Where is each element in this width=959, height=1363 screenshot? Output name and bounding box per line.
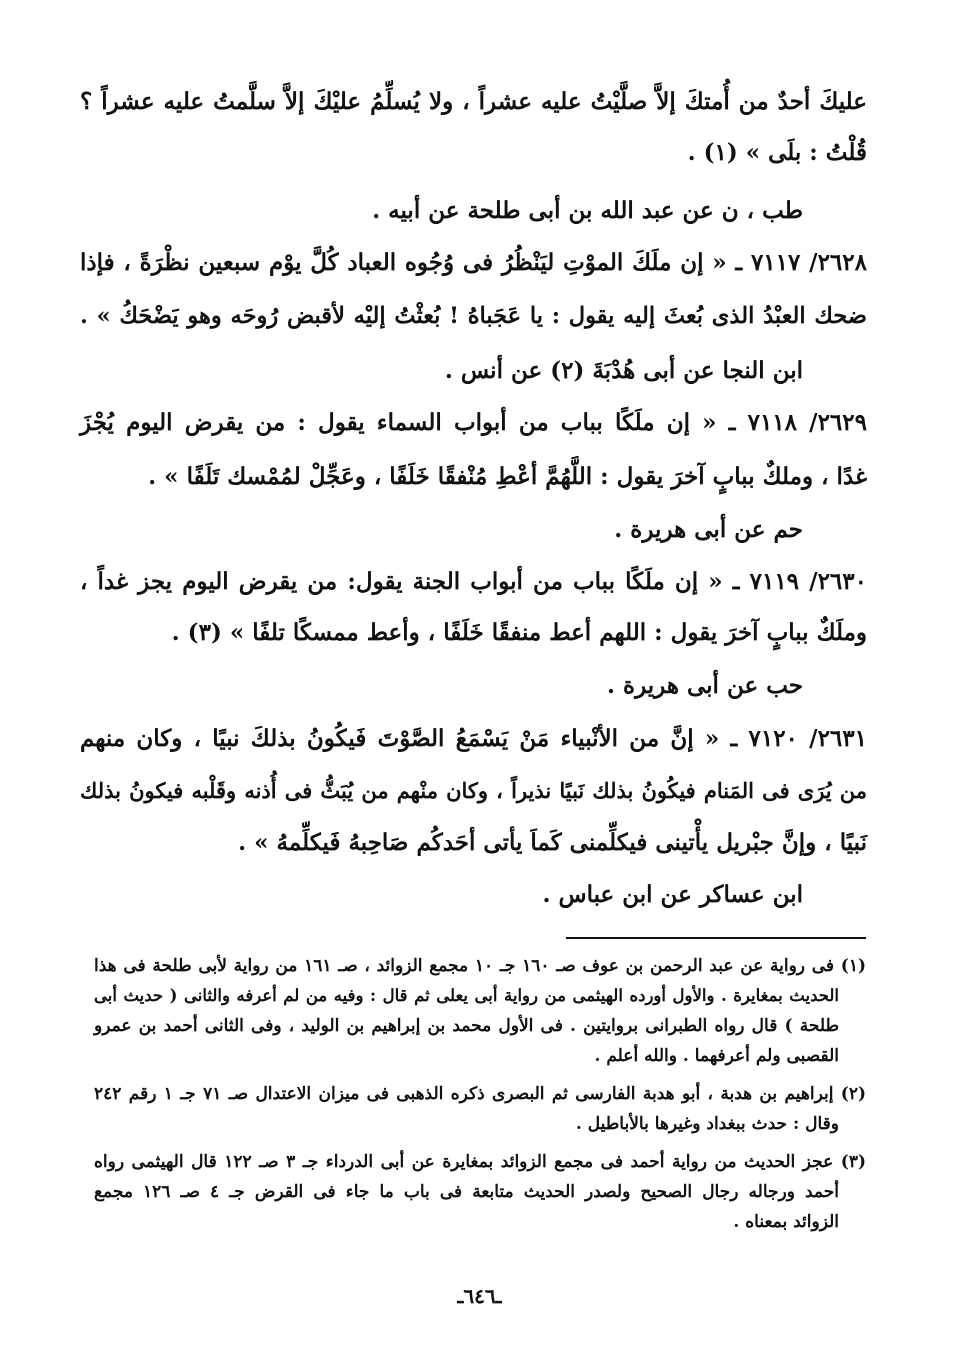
footnote-line: الحديث بمغايرة . والأول أورده الهيثمى من رواية أبى يعلى ثم قال : وفيه من لم أعرفه والثانى ( حديث أبى (94, 986, 839, 1005)
hadith-text-line: ٢٦٢٩/ ٧١١٨ ـ « إن ملَكًا بباب من أبواب السماء يقول : من يقرض اليوم يُجْزَ (80, 409, 867, 436)
footnote-line: الزوائد بمعناه . (733, 1212, 839, 1232)
footnote-line: (٢) إبراهيم بن هدبة ، أبو هدبة الفارسى ثم البصرى ذكره الذهبى فى ميزان الاعتدال صـ ٧١ جـ ١ رقم ٢٤٢ (94, 1084, 866, 1104)
hadith-source: حب عن أبى هريرة . (607, 672, 803, 699)
hadith-text-line: ٢٦٣١/ ٧١٢٠ ـ « إنَّ من الأنْبياء مَنْ يَسْمَعُ الصَّوْتَ فَيكُونُ بذلكَ نبيًا ، وكان منهم (80, 725, 867, 752)
footnote-line: وقال : حدث ببغداد وغيرها بالأباطيل . (575, 1114, 839, 1134)
footnote-line: القصبى ولم أعرفهما . والله أعلم . (594, 1046, 839, 1066)
page-number: ـ٦٤٦ـ (457, 1284, 502, 1308)
hadith-text-line: غدًا ، وملكٌ ببابٍ آخرَ يقول : اللَّهُمَّ أعْطِ مُنْفقًا خَلَفًا ، وعَجِّلْ لمُمْسك تَلَفًا » . (148, 463, 867, 490)
footnote-separator (566, 937, 866, 939)
hadith-text-line: من يُرَى فى المَنام فيكُونُ بذلك نَبيًا نذيراً ، وكان منْهم من يُبَثُّ فى أُذنه وقَلْبه فيكونُ بذلك (80, 778, 867, 803)
hadith-source: طب ، ن عن عبد الله بن أبى طلحة عن أبيه . (372, 197, 803, 224)
footnote-line: (١) فى رواية عن عبد الرحمن بن عوف صـ ١٦٠ جـ ١٠ مجمع الزوائد ، صـ ١٦١ من رواية لأبى طلحة فى هذا (94, 956, 866, 976)
hadith-source: حم عن أبى هريرة . (614, 516, 803, 543)
footnote-line: أحمد ورجاله رجال الصحيح ولصدر الحديث متابعة فى باب ما جاء فى القرض جـ ٤ صـ ١٢٦ مجمع (94, 1182, 839, 1202)
hadith-source: ابن النجا عن أبى هُدْبَةَ (٢) عن أنس . (444, 357, 803, 384)
text-line: عليكَ أحدٌ من أُمتكَ إلاَّ صلَّيْتُ عليه عشراً ، ولا يُسلِّمُ عليْكَ إلاَّ سلَّمتُ عليه عشراً ؟ (80, 88, 867, 115)
hadith-text-line: نَبيًا ، وإنَّ جبْريل يأْتينى فيكلِّمنى كَماَ يأتى أحَدكُم صَاحِبهُ فَيكلِّمهُ » . (238, 829, 867, 856)
text-line: قُلْتُ : بلَى » (١) . (687, 139, 867, 166)
hadith-text-line: ٢٦٣٠/ ٧١١٩ ـ « إن ملَكًا بباب من أبواب الجنة يقول: من يقرض اليوم يجز غداً ، (80, 568, 867, 595)
hadith-text-line: ضحك العبْدُ الذى بُعثَ إليه يقول : يا عَجَباهُ ! بُعثْتُ إليْه لأقبض رُوحَه وهو يَضْحَكُ » . (80, 303, 867, 329)
hadith-source: ابن عساكر عن ابن عباس . (542, 881, 803, 908)
footnote-line: (٣) عجز الحديث من رواية أحمد فى مجمع الزوائد بمغايرة عن أبى الدرداء جـ ٣ صـ ١٢٢ قال الهيثمى رواه (94, 1152, 866, 1172)
footnote-line: طلحة ) قال رواه الطبرانى بروايتين . فى الأول محمد بن إبراهيم بن الوليد ، وفى الثانى أحمد بن عمرو (94, 1016, 839, 1036)
hadith-text-line: ٢٦٢٨/ ٧١١٧ ـ « إن ملَكَ الموْتِ ليَنْظُرُ فى وُجُوه العباد كُلَّ يوْم سبعين نظْرَةً ، فإذا (80, 249, 867, 276)
hadith-text-line: وملَكٌ ببابٍ آخرَ يقول : اللهم أعط منفقًا خَلَفًا ، وأعط ممسكًا تلفًا » (٣) . (171, 619, 867, 646)
